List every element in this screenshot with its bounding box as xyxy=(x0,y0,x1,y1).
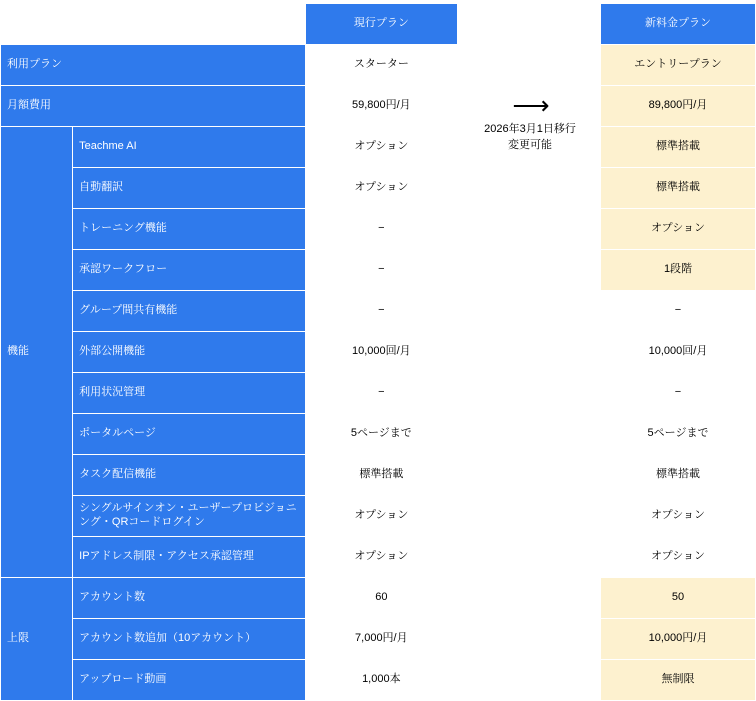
current-plan-table xyxy=(0,3,458,701)
table-row xyxy=(601,619,756,660)
new-value-account-count: 50 xyxy=(601,578,756,619)
new-value-account-addition: 10,000円/月 xyxy=(601,619,756,660)
table-row xyxy=(601,578,756,619)
transition-note-line1: 2026年3月1日移行 xyxy=(484,123,576,135)
new-value-portal-page: 5ページまで xyxy=(601,414,756,455)
table-row xyxy=(601,537,756,578)
new-value-task-delivery: 標準搭載 xyxy=(601,455,756,496)
table-row xyxy=(601,127,756,168)
row-label-group-sharing: グループ間共有機能 xyxy=(73,291,306,332)
table-row xyxy=(601,291,756,332)
row-value-upload-video: 1,000本 xyxy=(305,660,457,701)
row-value-task-delivery: 標準搭載 xyxy=(305,455,457,496)
row-label-auto-translation: 自動翻訳 xyxy=(73,168,306,209)
new-value-upload-video: 無制限 xyxy=(601,660,756,701)
row-label-upload-video: アップロード動画 xyxy=(73,660,306,701)
table-row xyxy=(601,373,756,414)
row-label-approval-workflow: 承認ワークフロー xyxy=(73,250,306,291)
row-value-ip-restriction: オプション xyxy=(305,537,457,578)
row-value-monthly-fee: 59,800円/月 xyxy=(305,86,457,127)
row-value-group-sharing: − xyxy=(305,291,457,332)
table-row xyxy=(1,4,458,45)
row-label-teachme-ai: Teachme AI xyxy=(73,127,306,168)
category-label-features: 機能 xyxy=(1,127,73,578)
table-row xyxy=(601,209,756,250)
new-value-teachme-ai: 標準搭載 xyxy=(601,127,756,168)
table-row xyxy=(601,496,756,537)
new-value-training: オプション xyxy=(601,209,756,250)
current-plan-header: 現行プラン xyxy=(305,4,457,45)
table-row xyxy=(601,168,756,209)
right-arrow-icon: ⟶ xyxy=(512,90,548,120)
table-row xyxy=(1,578,458,619)
row-label-usage-management: 利用状況管理 xyxy=(73,373,306,414)
new-value-ip-restriction: オプション xyxy=(601,537,756,578)
new-plan-table xyxy=(600,3,756,701)
row-label-plan: 利用プラン xyxy=(1,45,306,86)
row-value-training: − xyxy=(305,209,457,250)
table-row xyxy=(601,455,756,496)
transition-note-line2: 変更可能 xyxy=(508,138,552,151)
transition-note xyxy=(462,122,598,154)
table-row xyxy=(601,86,756,127)
new-value-usage-management: − xyxy=(601,373,756,414)
row-value-auto-translation: オプション xyxy=(305,168,457,209)
row-value-usage-management: − xyxy=(305,373,457,414)
new-value-approval-workflow: 1段階 xyxy=(601,250,756,291)
row-label-portal-page: ポータルページ xyxy=(73,414,306,455)
row-value-approval-workflow: − xyxy=(305,250,457,291)
table-row xyxy=(1,45,458,86)
table-row xyxy=(601,660,756,701)
row-label-monthly-fee: 月額費用 xyxy=(1,86,306,127)
table-row xyxy=(601,45,756,86)
new-value-group-sharing: − xyxy=(601,291,756,332)
row-label-task-delivery: タスク配信機能 xyxy=(73,455,306,496)
table-row xyxy=(1,86,458,127)
row-value-sso: オプション xyxy=(305,496,457,537)
new-value-external-publish: 10,000回/月 xyxy=(601,332,756,373)
row-label-training: トレーニング機能 xyxy=(73,209,306,250)
row-label-external-publish: 外部公開機能 xyxy=(73,332,306,373)
row-value-account-addition: 7,000円/月 xyxy=(305,619,457,660)
table-row xyxy=(1,127,458,168)
category-label-limits: 上限 xyxy=(1,578,73,701)
table-row xyxy=(601,332,756,373)
new-plan-header: 新料金プラン xyxy=(601,4,756,45)
row-value-external-publish: 10,000回/月 xyxy=(305,332,457,373)
new-value-monthly-fee: 89,800円/月 xyxy=(601,86,756,127)
row-label-ip-restriction: IPアドレス制限・アクセス承認管理 xyxy=(73,537,306,578)
row-value-portal-page: 5ページまで xyxy=(305,414,457,455)
row-label-sso: シングルサインオン・ユーザープロビジョニング・QRコードログイン xyxy=(73,496,306,537)
row-value-account-count: 60 xyxy=(305,578,457,619)
table-row xyxy=(601,4,756,45)
new-value-sso: オプション xyxy=(601,496,756,537)
left-table-corner xyxy=(1,4,306,45)
row-value-plan: スターター xyxy=(305,45,457,86)
table-row xyxy=(601,414,756,455)
row-value-teachme-ai: オプション xyxy=(305,127,457,168)
new-value-auto-translation: 標準搭載 xyxy=(601,168,756,209)
row-label-account-addition: アカウント数追加（10アカウント） xyxy=(73,619,306,660)
row-label-account-count: アカウント数 xyxy=(73,578,306,619)
table-row xyxy=(601,250,756,291)
new-value-plan: エントリープラン xyxy=(601,45,756,86)
